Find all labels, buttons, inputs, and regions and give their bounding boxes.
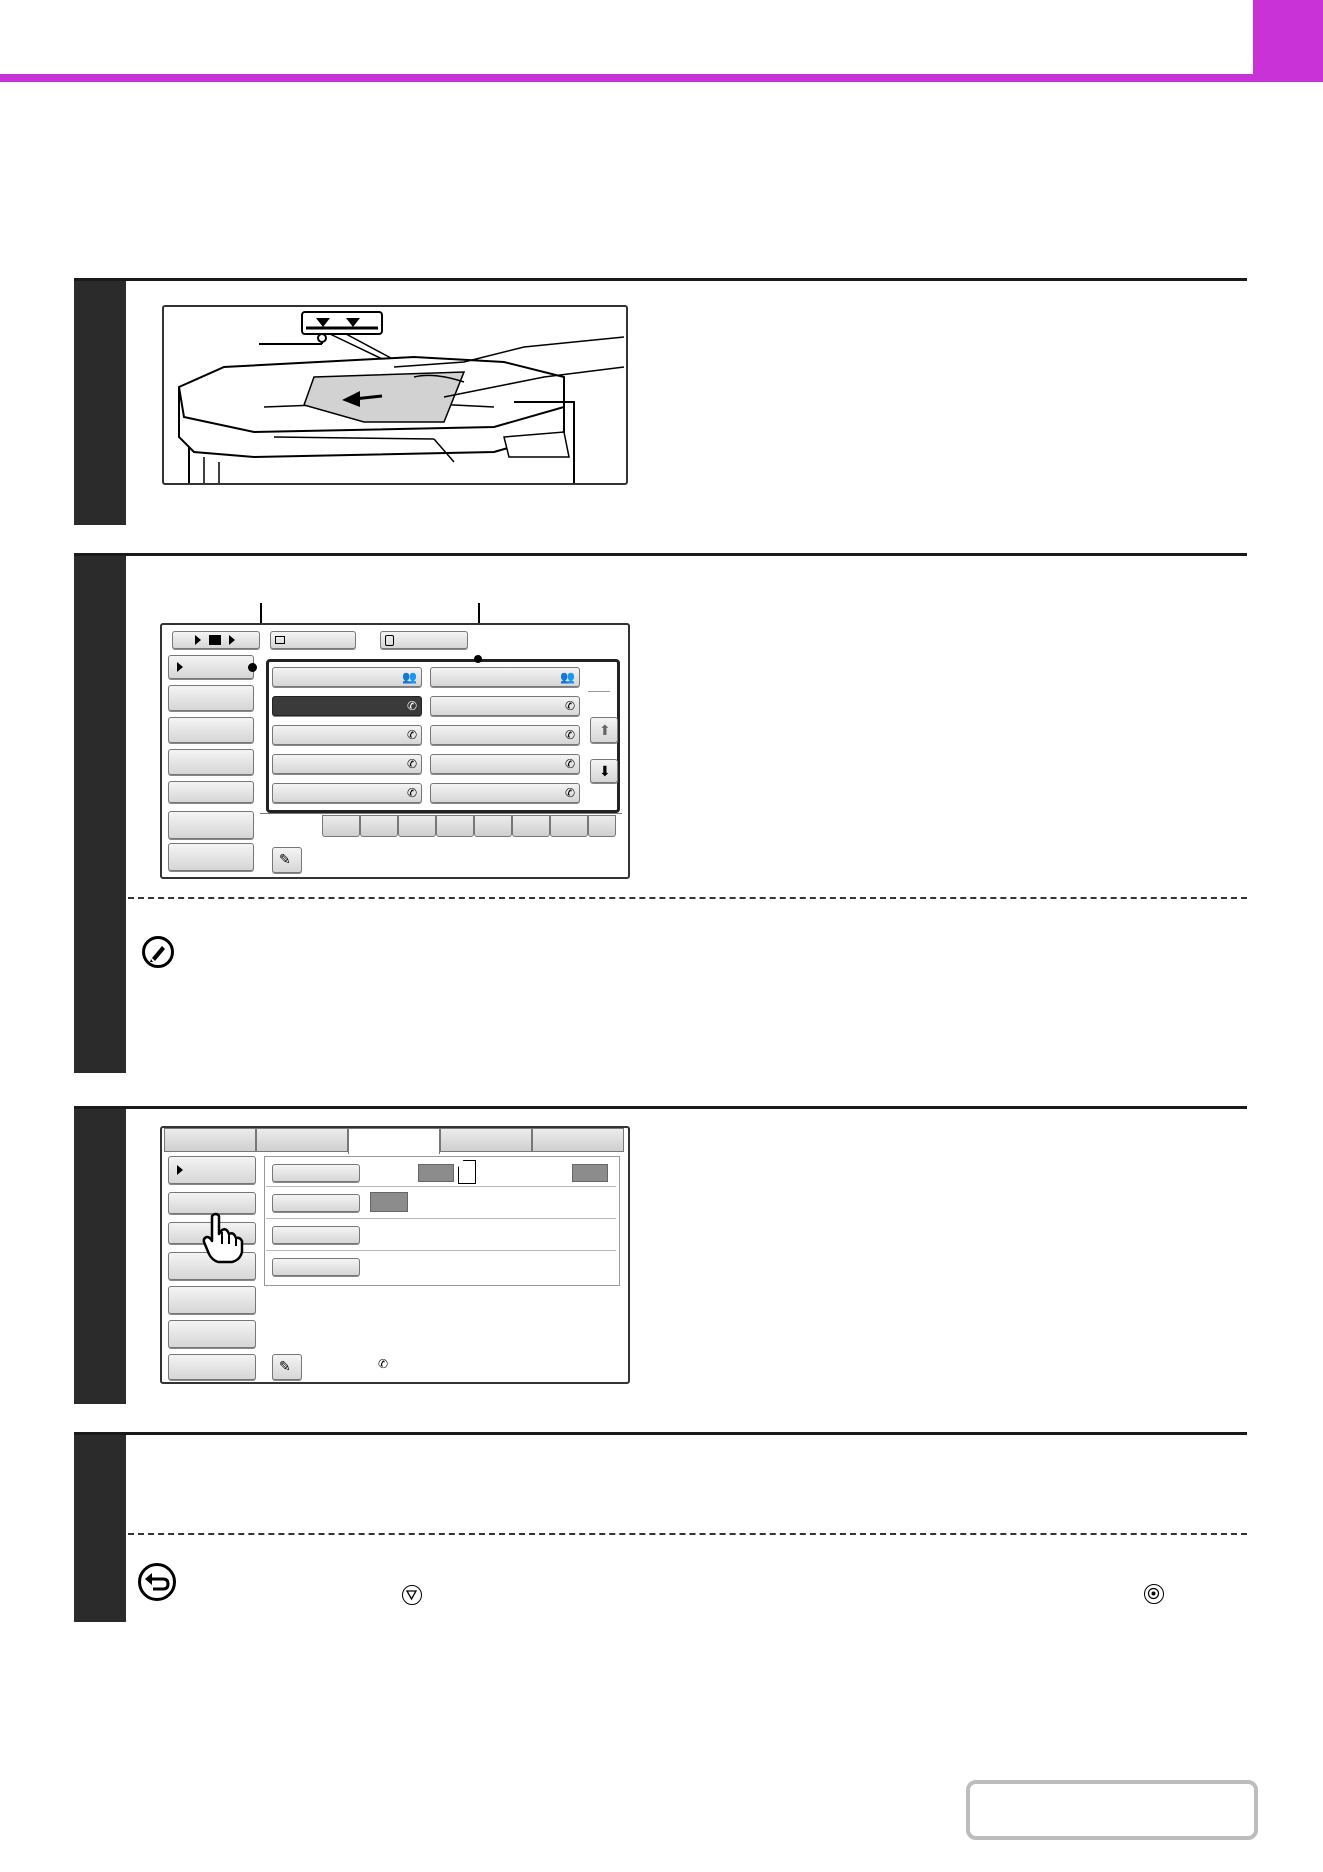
- address-key-7[interactable]: [272, 754, 422, 774]
- address-key-5[interactable]: [272, 725, 422, 745]
- address-book-screen: [160, 623, 630, 879]
- status-block-1: [418, 1164, 454, 1182]
- setting-key-4[interactable]: [272, 1258, 360, 1276]
- mode-switch-key[interactable]: [172, 631, 260, 649]
- step-4-divider: [74, 1432, 1247, 1435]
- group-icon: 👥: [402, 670, 417, 684]
- index-tab-1[interactable]: [322, 815, 360, 837]
- index-tab-8[interactable]: [588, 815, 616, 837]
- side-key-6[interactable]: [168, 811, 254, 839]
- page-indicator: [588, 691, 610, 692]
- scroll-up-icon: ⬆: [599, 722, 611, 738]
- phone-icon: ✆: [406, 728, 417, 742]
- feeder-illustration-panel: [162, 305, 628, 485]
- settings-row-divider-1: [266, 1186, 616, 1187]
- step-3: [74, 1106, 1247, 1404]
- document-feeder-icon: [164, 307, 626, 483]
- mail-icon: [275, 636, 285, 644]
- side-key-1[interactable]: [168, 655, 254, 679]
- phone-icon: ✆: [564, 728, 575, 742]
- page-contents-box[interactable]: [966, 1780, 1258, 1840]
- side-key-1[interactable]: [168, 1156, 256, 1184]
- mode-tab-1[interactable]: [164, 1128, 256, 1152]
- index-tab-5[interactable]: [474, 815, 512, 837]
- status-block-2: [572, 1164, 608, 1182]
- scroll-up-button[interactable]: [590, 717, 618, 743]
- index-tab-7[interactable]: [550, 815, 588, 837]
- step-4: [74, 1432, 1247, 1622]
- address-key-10[interactable]: [430, 783, 580, 803]
- side-key-5[interactable]: [168, 781, 254, 803]
- settings-row-divider-2: [266, 1218, 616, 1219]
- phone-icon: ✆: [406, 757, 417, 771]
- step-3-number-bar: [74, 1109, 126, 1404]
- address-entry-icon: ✎: [279, 1358, 291, 1374]
- email-list-key[interactable]: [270, 631, 356, 649]
- pointing-hand-icon: [202, 1212, 246, 1264]
- side-key-5[interactable]: [168, 1286, 256, 1314]
- scroll-down-button[interactable]: [590, 759, 618, 783]
- index-tab-bar: [260, 813, 622, 814]
- address-entry-icon: ✎: [279, 851, 291, 867]
- fax-settings-screen: [160, 1126, 630, 1384]
- step-2-divider: [74, 553, 1247, 556]
- selection-dot-left: [248, 663, 257, 672]
- side-key-2[interactable]: [168, 685, 254, 711]
- phone-icon: ✆: [406, 786, 417, 800]
- storage-icon: [385, 635, 394, 646]
- step-1-divider: [74, 278, 1247, 281]
- magenta-corner-tab: [1253, 0, 1323, 74]
- address-key-4[interactable]: [430, 696, 580, 716]
- note-pencil-icon: [142, 936, 174, 968]
- address-entry-button[interactable]: [272, 1354, 302, 1380]
- index-tab-2[interactable]: [360, 815, 398, 837]
- address-key-9[interactable]: [272, 783, 422, 803]
- clear-key-icon: [1144, 1584, 1164, 1604]
- step-2-number-bar: [74, 556, 126, 1073]
- stop-key-icon: [402, 1585, 422, 1605]
- address-key-3-selected[interactable]: [272, 696, 422, 716]
- mode-tab-3-active[interactable]: [348, 1128, 440, 1154]
- back-arrow-icon: [138, 1563, 176, 1601]
- phone-icon: ✆: [564, 699, 575, 713]
- mode-tab-4[interactable]: [440, 1128, 532, 1152]
- side-key-7[interactable]: [168, 1354, 256, 1380]
- step-1-number-bar: [74, 281, 126, 525]
- address-key-2[interactable]: [430, 667, 580, 687]
- mode-tab-2[interactable]: [256, 1128, 348, 1152]
- mode-tab-5[interactable]: [532, 1128, 624, 1152]
- address-entry-button[interactable]: [272, 847, 302, 873]
- phone-icon: ✆: [378, 1357, 389, 1371]
- settings-row-divider-3: [266, 1250, 616, 1251]
- phone-icon: ✆: [564, 757, 575, 771]
- side-key-3[interactable]: [168, 717, 254, 743]
- group-icon: 👥: [560, 670, 575, 684]
- note-divider: [128, 897, 1247, 899]
- side-key-6[interactable]: [168, 1320, 256, 1348]
- step-1: [74, 278, 1247, 525]
- setting-key-2[interactable]: [272, 1194, 360, 1212]
- step-2: [74, 553, 1247, 1073]
- scroll-down-icon: ⬇: [599, 763, 611, 779]
- side-key-7[interactable]: [168, 843, 254, 871]
- address-key-1[interactable]: [272, 667, 422, 687]
- setting-key-1[interactable]: [272, 1164, 360, 1182]
- status-block-3: [370, 1192, 408, 1212]
- side-key-2[interactable]: [168, 1192, 256, 1214]
- setting-key-3[interactable]: [272, 1226, 360, 1244]
- ftp-list-key[interactable]: [380, 631, 468, 649]
- address-key-6[interactable]: [430, 725, 580, 745]
- side-key-4[interactable]: [168, 749, 254, 775]
- phone-icon: ✆: [564, 786, 575, 800]
- selection-dot-right: [474, 655, 482, 663]
- phone-icon: ✆: [406, 699, 417, 713]
- address-key-8[interactable]: [430, 754, 580, 774]
- index-tab-4[interactable]: [436, 815, 474, 837]
- back-note-divider: [128, 1533, 1247, 1535]
- index-tab-3[interactable]: [398, 815, 436, 837]
- step-4-number-bar: [74, 1435, 126, 1622]
- step-3-divider: [74, 1106, 1247, 1109]
- header-accent-bar: [0, 74, 1323, 82]
- index-tab-6[interactable]: [512, 815, 550, 837]
